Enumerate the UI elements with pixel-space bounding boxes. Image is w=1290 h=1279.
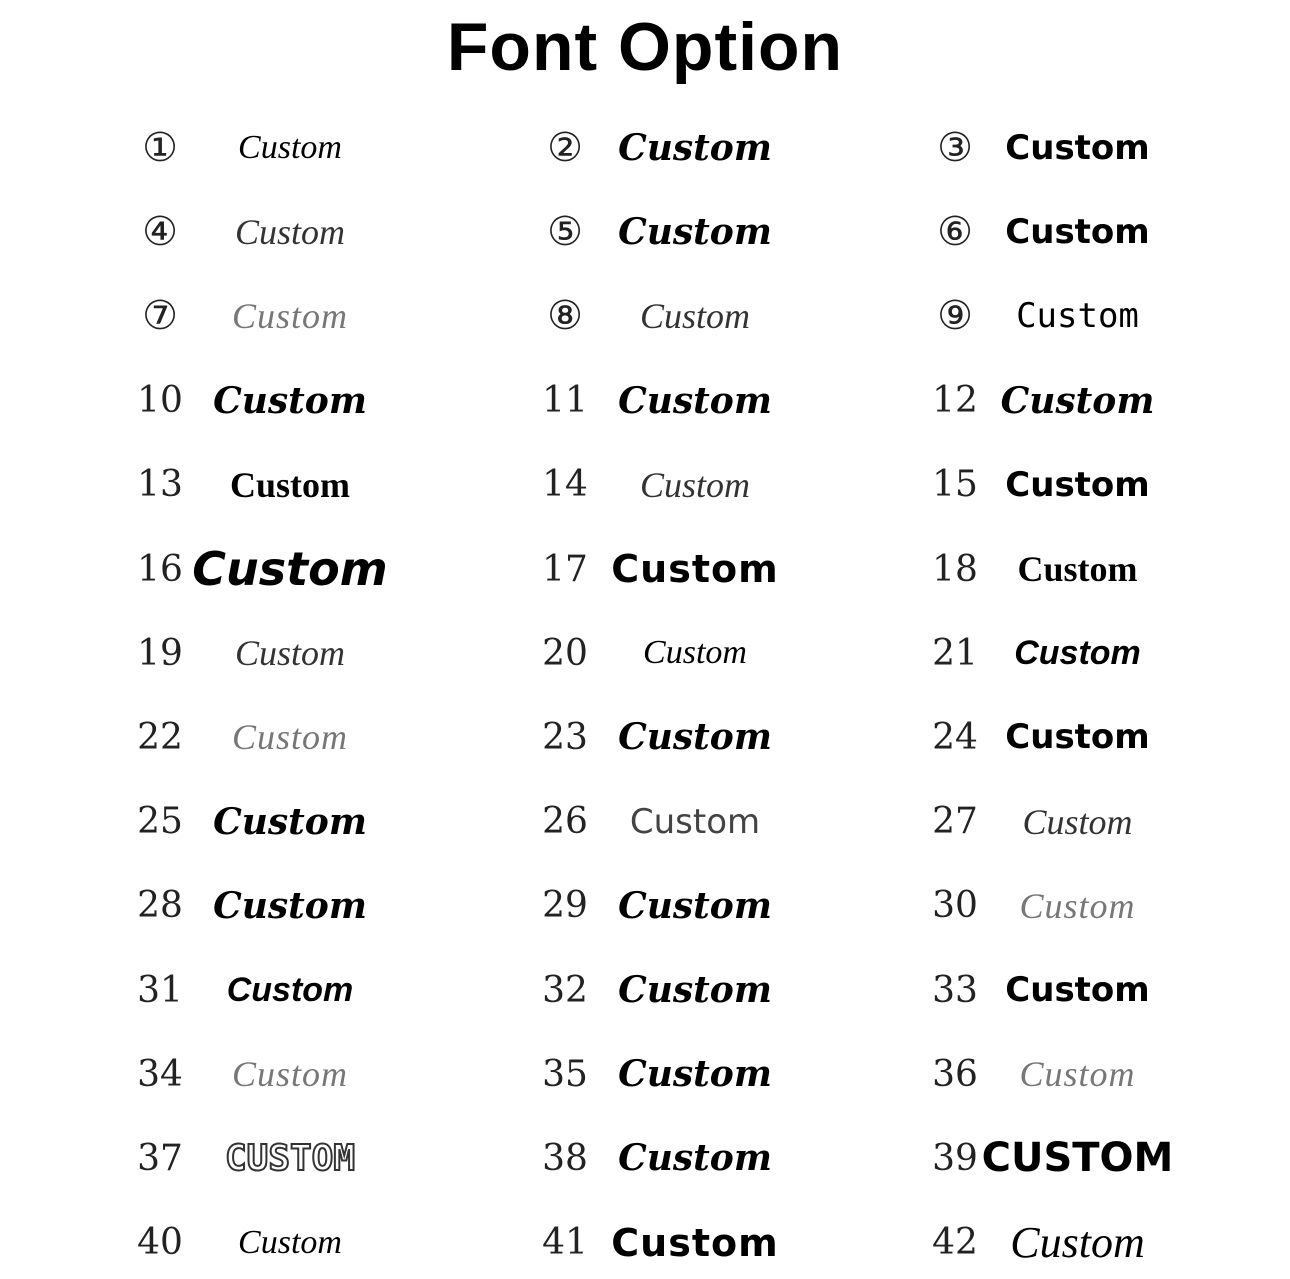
font-option-number: 26 (542, 801, 588, 843)
font-sample-text: Custom (1005, 717, 1150, 758)
font-option-number: 40 (137, 1222, 183, 1264)
font-option-number: 17 (542, 548, 588, 590)
font-sample-text: Custom (611, 1220, 779, 1265)
font-sample-text: Custom (213, 800, 367, 843)
font-sample-text: Custom (618, 1137, 772, 1180)
font-sample-text: Custom (618, 884, 772, 927)
font-sample-text: Custom (238, 129, 342, 166)
font-option-number: 28 (137, 885, 183, 927)
font-option-number: 23 (542, 716, 588, 758)
font-option-number: ① (142, 125, 178, 171)
font-option-number: 10 (137, 380, 183, 422)
font-sample-text: Custom (1014, 633, 1141, 672)
font-sample-text: CUSTOM (224, 1137, 356, 1179)
font-sample-text: Custom (1005, 212, 1150, 253)
font-option-number: ⑤ (547, 209, 583, 256)
font-sample-text: Custom (231, 717, 349, 758)
font-sample-text: Custom (229, 464, 350, 505)
font-option-item[interactable] (0, 707, 1290, 767)
font-option-number: 42 (932, 1222, 978, 1264)
font-sample-text: Custom (1019, 885, 1136, 926)
font-option-item[interactable] (0, 1213, 1290, 1273)
font-option-number: ② (547, 125, 583, 171)
font-sample-text: Custom (618, 969, 772, 1011)
font-sample-text: Custom (231, 296, 349, 337)
font-option-number: 29 (542, 885, 588, 927)
font-sample-text: Custom (618, 716, 772, 759)
font-option-number: 35 (542, 1053, 588, 1095)
font-option-number: 31 (137, 969, 183, 1011)
font-option-number: 24 (932, 716, 978, 758)
font-option-number: 30 (932, 885, 978, 927)
font-option-item[interactable] (0, 792, 1290, 852)
font-option-number: 22 (137, 716, 183, 758)
font-option-number: 27 (932, 801, 978, 843)
font-sample-text: Custom (231, 1054, 349, 1095)
font-sample-text: CUSTOM (981, 1135, 1174, 1182)
font-option-number: 20 (542, 632, 588, 674)
font-sample-text: Custom (234, 633, 346, 674)
font-option-number: 11 (542, 380, 588, 422)
font-option-number: ⑦ (142, 293, 178, 340)
font-sample-text: Custom (1016, 296, 1139, 337)
font-option-number: ⑥ (937, 209, 973, 256)
font-sample-text: Custom (618, 211, 772, 254)
font-option-number: 25 (137, 801, 183, 843)
font-sample-text: Custom (213, 379, 367, 422)
font-option-item[interactable] (0, 539, 1290, 599)
font-sample-text: Custom (629, 801, 761, 842)
font-option-item[interactable] (0, 1128, 1290, 1188)
font-option-number: 34 (137, 1053, 183, 1095)
font-sample-text: Custom (618, 379, 772, 422)
font-option-number: ④ (142, 209, 178, 256)
font-sample-text: Custom (1005, 128, 1150, 168)
font-option-number: 41 (542, 1222, 588, 1264)
font-option-number: 16 (137, 548, 183, 590)
font-option-number: 37 (137, 1137, 183, 1179)
font-option-number: 15 (932, 464, 978, 506)
font-option-item[interactable] (0, 286, 1290, 346)
font-sample-text: Custom (192, 542, 388, 596)
font-option-number: 12 (932, 380, 978, 422)
font-option-number: ⑧ (547, 293, 583, 340)
font-option-number: 14 (542, 464, 588, 506)
font-option-item[interactable] (0, 118, 1290, 178)
font-sample-text: Custom (1010, 1218, 1145, 1268)
font-sample-text: Custom (611, 547, 779, 591)
font-sample-text: Custom (1000, 379, 1155, 422)
font-sample-text: Custom (639, 296, 751, 337)
font-option-number: 18 (932, 548, 978, 590)
font-option-number: 33 (932, 969, 978, 1011)
font-option-item[interactable] (0, 455, 1290, 515)
font-option-number: 38 (542, 1137, 588, 1179)
font-option-number: 13 (137, 464, 183, 506)
font-option-item[interactable] (0, 1044, 1290, 1104)
font-option-item[interactable] (0, 371, 1290, 431)
font-sample-text: Custom (618, 127, 772, 169)
font-option-number: 36 (932, 1053, 978, 1095)
font-sample-text: Custom (618, 1053, 772, 1096)
font-sample-text: Custom (234, 212, 346, 253)
font-option-item[interactable] (0, 876, 1290, 936)
font-option-number: 21 (932, 632, 978, 674)
font-sample-text: Custom (213, 884, 367, 927)
font-option-number: 32 (542, 969, 588, 1011)
font-option-number: ⑨ (937, 293, 973, 340)
font-sample-text: Custom (226, 970, 354, 1009)
font-option-number: 39 (932, 1137, 978, 1179)
font-sample-text: Custom (238, 1223, 342, 1261)
font-option-number: ③ (937, 125, 973, 171)
font-option-item[interactable] (0, 623, 1290, 683)
font-sample-text: Custom (1019, 1054, 1136, 1095)
font-option-item[interactable] (0, 960, 1290, 1020)
font-sample-text: Custom (639, 464, 751, 505)
font-sample-text: Custom (643, 634, 747, 672)
font-sample-text: Custom (1017, 549, 1138, 589)
font-sample-text: Custom (1005, 464, 1150, 505)
font-option-number: 19 (137, 632, 183, 674)
font-option-item[interactable] (0, 202, 1290, 262)
page-title: Font Option (446, 9, 844, 85)
font-sample-text: Custom (1022, 801, 1133, 842)
font-sample-text: Custom (1005, 970, 1150, 1010)
